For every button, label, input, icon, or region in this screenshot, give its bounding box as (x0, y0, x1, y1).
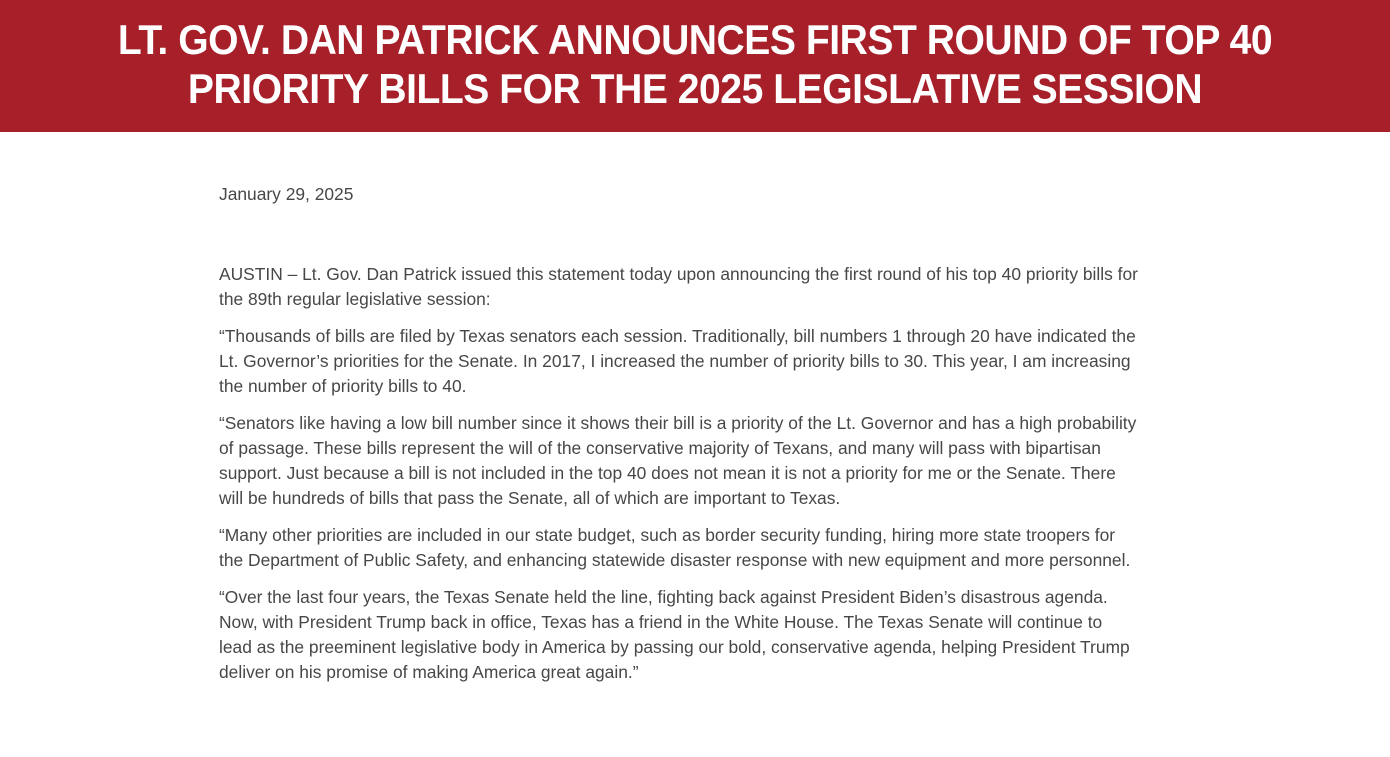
page-title: LT. GOV. DAN PATRICK ANNOUNCES FIRST ROUND OF TOP 40 PRIORITY BILLS FOR THE 2025 LEGISLATIVE SESSION (117, 16, 1273, 112)
page-header-banner (0, 0, 1390, 132)
publish-date: January 29, 2025 (219, 184, 354, 204)
article-body (219, 182, 1139, 697)
article-paragraph-5: “Over the last four years, the Texas Senate held the line, fighting back against President Biden’s disastrous agenda. Now, with President Trump back in office, Texas has a friend in the White House. The Texas Senate will continue to lead as the preeminent legislative body in America by passing our bold, conservative agenda, helping President Trump deliver on his promise of making America great again.” (219, 587, 1130, 682)
article-paragraph-3: “Senators like having a low bill number since it shows their bill is a priority of the Lt. Governor and has a high probability of passage. These bills represent the will of the conservative majority of Texans, and many will pass with bipartisan support. Just because a bill is not included in the top 40 does not mean it is not a priority for me or the Senate. There will be hundreds of bills that pass the Senate, all of which are important to Texas. (219, 413, 1137, 508)
article-paragraph-1: AUSTIN – Lt. Gov. Dan Patrick issued this statement today upon announcing the first round of his top 40 priority bills for the 89th regular legislative session: (219, 264, 1138, 309)
article-paragraph-4: “Many other priorities are included in our state budget, such as border security funding, hiring more state troopers for the Department of Public Safety, and enhancing statewide disaster response with new equipment and more personnel. (219, 525, 1131, 570)
article-paragraph-2: “Thousands of bills are filed by Texas senators each session. Traditionally, bill numbers 1 through 20 have indicated the Lt. Governor’s priorities for the Senate. In 2017, I increased the number of priority bills to 30. This year, I am increasing the number of priority bills to 40. (219, 326, 1136, 396)
